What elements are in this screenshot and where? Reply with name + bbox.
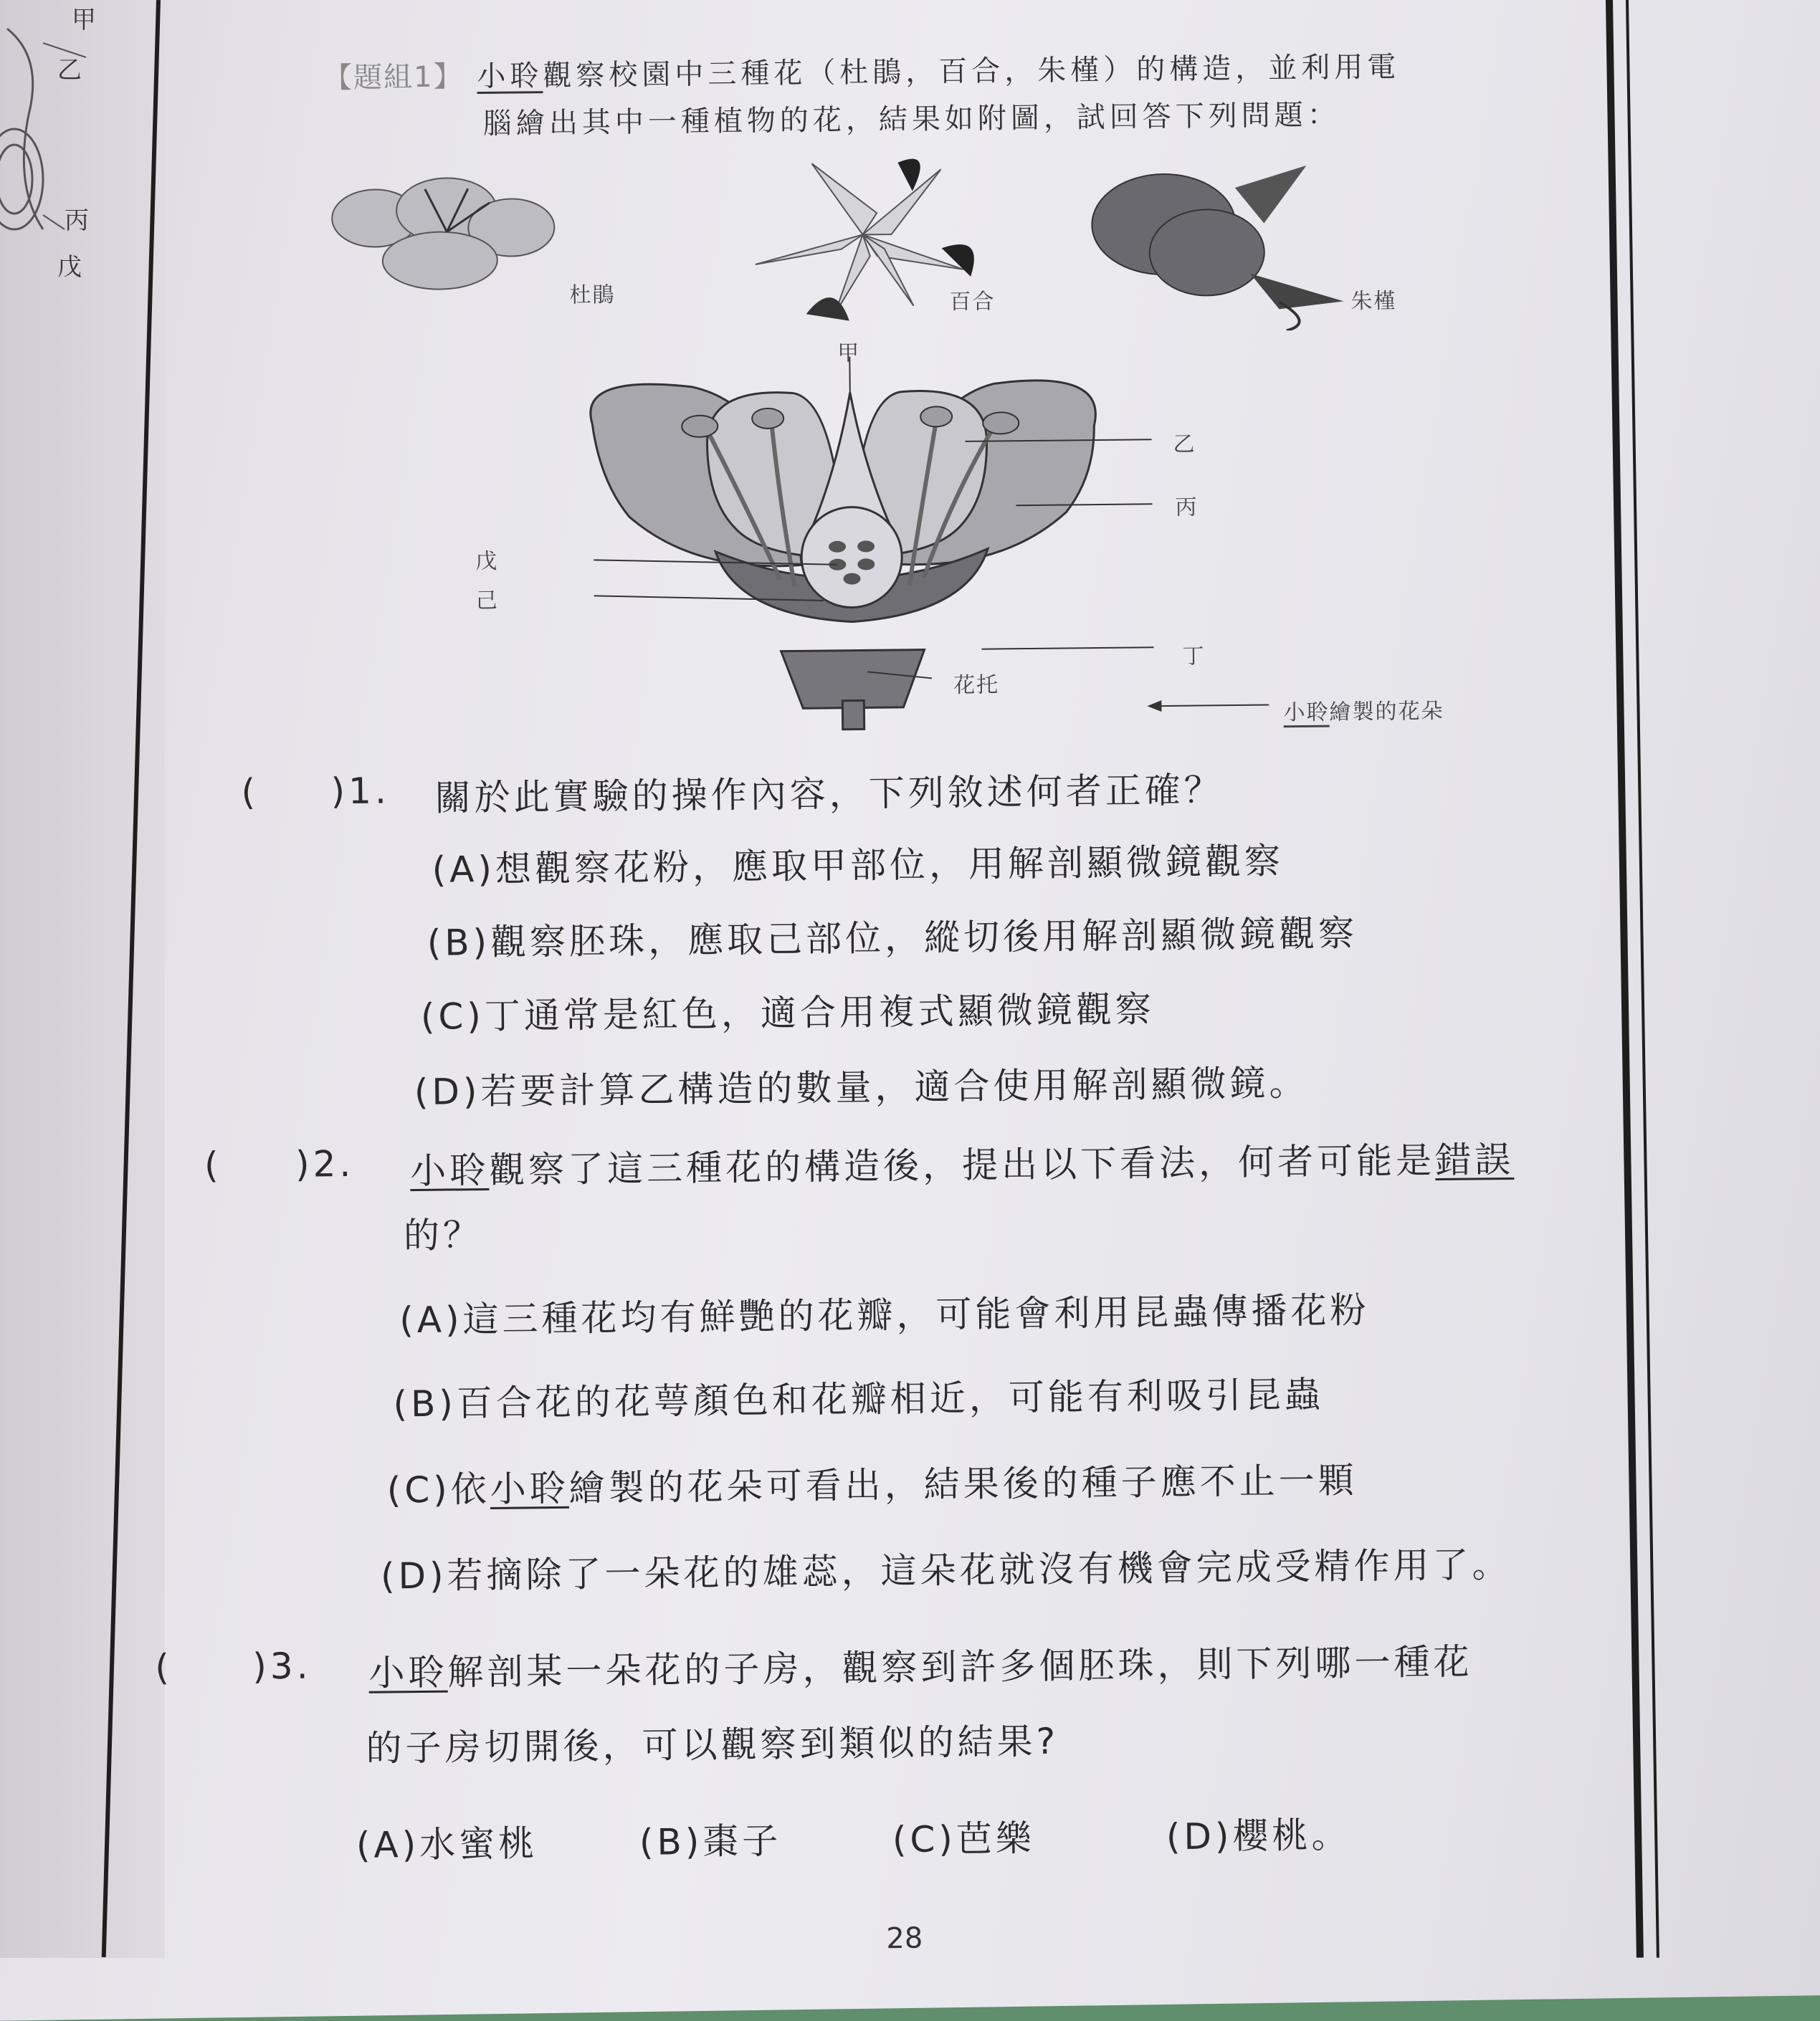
label-receptacle: 花托 xyxy=(953,672,1000,699)
answer-paren-q1[interactable]: ( xyxy=(241,771,256,813)
caption-student-name: 小聆 xyxy=(1283,699,1330,726)
q3-stem-text: 解剖某一朵花的子房，觀察到許多個胚珠，則下列哪一種花 xyxy=(447,1640,1473,1693)
q3-option-d: (D)櫻桃。 xyxy=(1166,1814,1351,1858)
left-label-jia: 甲 xyxy=(72,6,96,34)
page-number: 28 xyxy=(886,1921,923,1956)
question-number-q2: )2. xyxy=(295,1142,355,1185)
flower-structure-diagram xyxy=(563,338,1212,746)
question-group-intro-line2: 腦繪出其中一種植物的花，結果如附圖，試回答下列問題： xyxy=(482,98,1341,140)
answer-paren-q3[interactable]: ( xyxy=(155,1646,170,1688)
q3-option-a: (A)水蜜桃 xyxy=(356,1822,538,1866)
diagram-caption xyxy=(1283,693,1444,726)
q3-option-b: (B)棗子 xyxy=(639,1820,782,1863)
q2-stem-text: 觀察了這三種花的構造後，提出以下看法，何者可能是 xyxy=(488,1140,1436,1191)
hibiscus-photo xyxy=(1069,158,1358,333)
lily-label: 百合 xyxy=(949,289,996,315)
q2-option-c-prefix: (C)依 xyxy=(386,1468,491,1511)
q3-option-c: (C)芭樂 xyxy=(892,1817,1036,1861)
question-stem-q2-line2: 的？ xyxy=(403,1214,483,1257)
q2-option-c-text: 繪製的花朵可看出，結果後的種子應不止一顆 xyxy=(568,1459,1358,1509)
azalea-label: 杜鵑 xyxy=(569,282,616,308)
azalea-photo xyxy=(324,159,583,305)
question-group-tag: 【題組1】 xyxy=(323,60,464,95)
label-wu: 戊 xyxy=(475,548,499,575)
question-group-intro-line1 xyxy=(323,44,1401,97)
label-yi: 乙 xyxy=(1173,431,1196,457)
q2-option-a: (A)這三種花均有鮮艷的花瓣，可能會利用昆蟲傳播花粉 xyxy=(399,1289,1370,1342)
intro-text-1: 觀察校園中三種花（杜鵑，百合，朱槿）的構造，並利用電 xyxy=(543,50,1401,93)
question-stem-q2 xyxy=(410,1131,1515,1194)
q2-emphasis: 錯誤 xyxy=(1434,1138,1515,1182)
q1-option-a: (A)想觀察花粉，應取甲部位，用解剖顯微鏡觀察 xyxy=(432,840,1285,891)
question-stem-q3-line2: 的子房切開後，可以觀察到類似的結果? xyxy=(366,1720,1059,1769)
q3-student-name: 小聆 xyxy=(368,1651,448,1694)
label-bing: 丙 xyxy=(1175,494,1199,520)
q2-student-name: 小聆 xyxy=(409,1149,490,1193)
left-label-yi: 乙 xyxy=(57,56,82,85)
question-stem-q1: 關於此實驗的操作內容，下列敘述何者正確？ xyxy=(434,769,1224,819)
q2-option-c-name: 小聆 xyxy=(490,1467,570,1510)
student-name: 小聆 xyxy=(477,59,543,94)
q2-option-d: (D)若摘除了一朵花的雄蕊，這朵花就沒有機會完成受精作用了。 xyxy=(380,1544,1512,1597)
q2-option-c xyxy=(386,1451,1358,1513)
question-stem-q3 xyxy=(368,1633,1473,1696)
answer-paren-q2[interactable]: ( xyxy=(204,1144,219,1187)
hibiscus-label: 朱槿 xyxy=(1350,288,1397,315)
left-label-bing: 丙 xyxy=(65,206,89,235)
label-ji: 己 xyxy=(475,588,499,614)
left-label-wu: 戊 xyxy=(57,253,82,282)
q1-option-d: (D)若要計算乙構造的數量，適合使用解剖顯微鏡。 xyxy=(414,1061,1309,1114)
q1-option-b: (B)觀察胚珠，應取己部位，縱切後用解剖顯微鏡觀察 xyxy=(427,912,1358,964)
label-jia: 甲 xyxy=(837,340,861,366)
label-ding: 丁 xyxy=(1182,644,1206,669)
question-number-q3: )3. xyxy=(252,1645,312,1688)
question-number-q1: )1. xyxy=(330,770,391,813)
q2-option-b: (B)百合花的花萼顏色和花瓣相近，可能有利吸引昆蟲 xyxy=(393,1373,1325,1425)
caption-text: 繪製的花朵 xyxy=(1329,698,1444,725)
caption-arrow-icon xyxy=(1147,697,1269,715)
q1-option-c: (C)丁通常是紅色，適合用複式顯微鏡觀察 xyxy=(420,988,1156,1038)
